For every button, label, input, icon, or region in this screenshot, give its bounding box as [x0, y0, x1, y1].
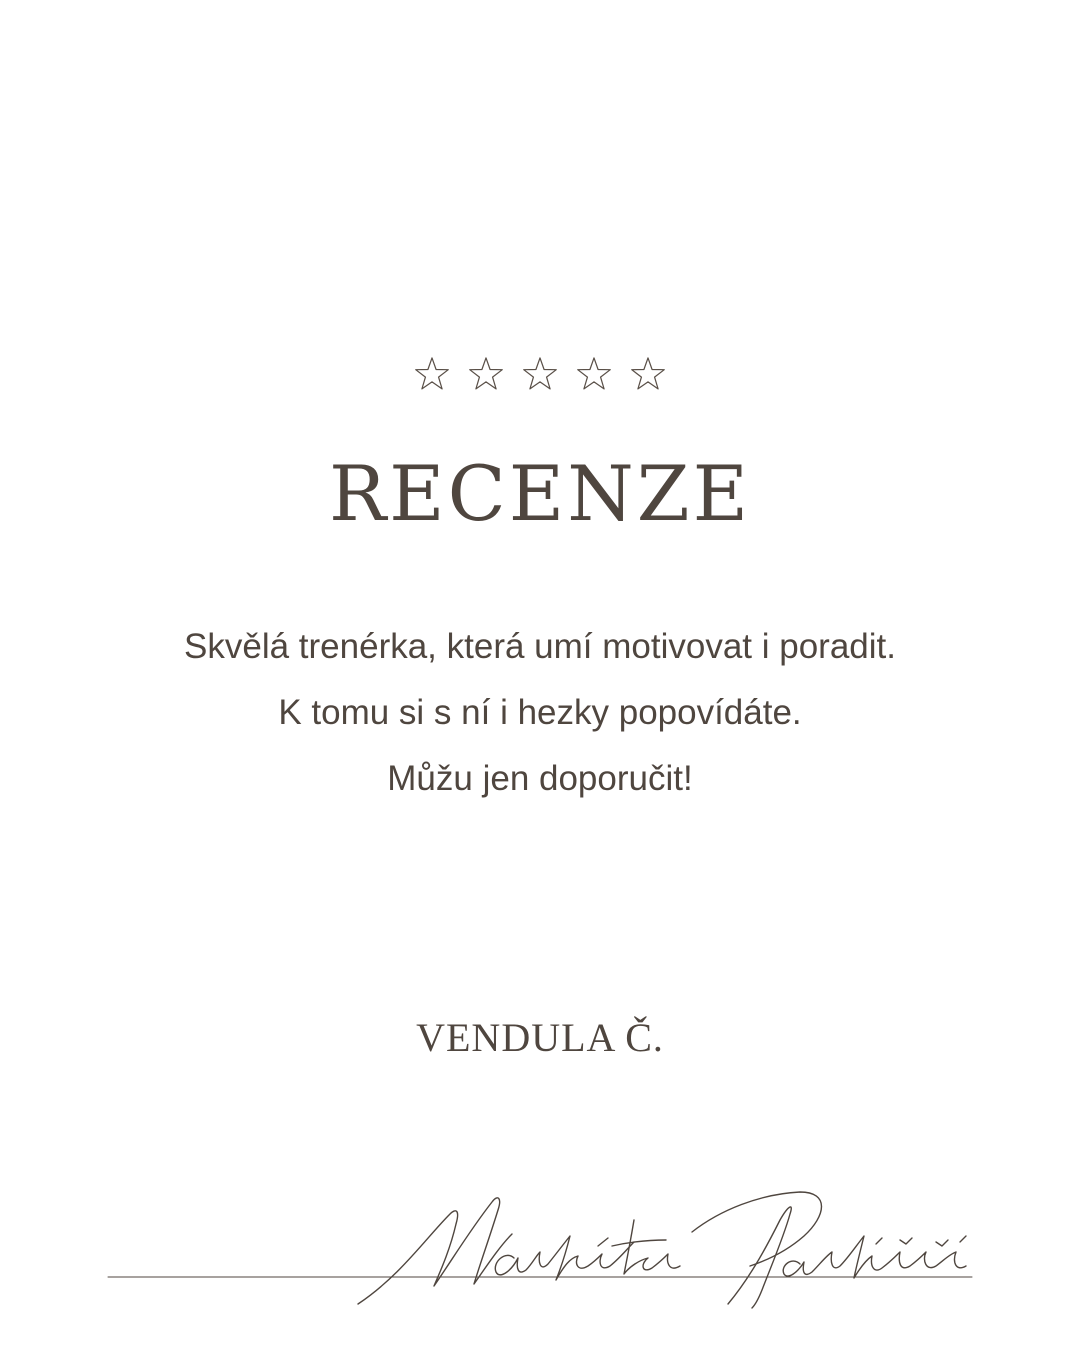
review-author: VENDULA Č. — [416, 1015, 664, 1060]
star-outline-icon — [629, 356, 667, 394]
review-line: Skvělá trenérka, která umí motivovat i poradit. — [184, 627, 896, 666]
review-text — [0, 614, 1080, 812]
signature-logo — [100, 1180, 980, 1330]
star-outline-icon — [467, 356, 505, 394]
star-outline-icon — [521, 356, 559, 394]
star-rating — [0, 356, 1080, 394]
star-outline-icon — [413, 356, 451, 394]
star-outline-icon — [575, 356, 613, 394]
review-line: Můžu jen doporučit! — [387, 759, 693, 798]
review-line: K tomu si s ní i hezky popovídáte. — [278, 693, 802, 732]
page-title: RECENZE — [328, 449, 752, 538]
